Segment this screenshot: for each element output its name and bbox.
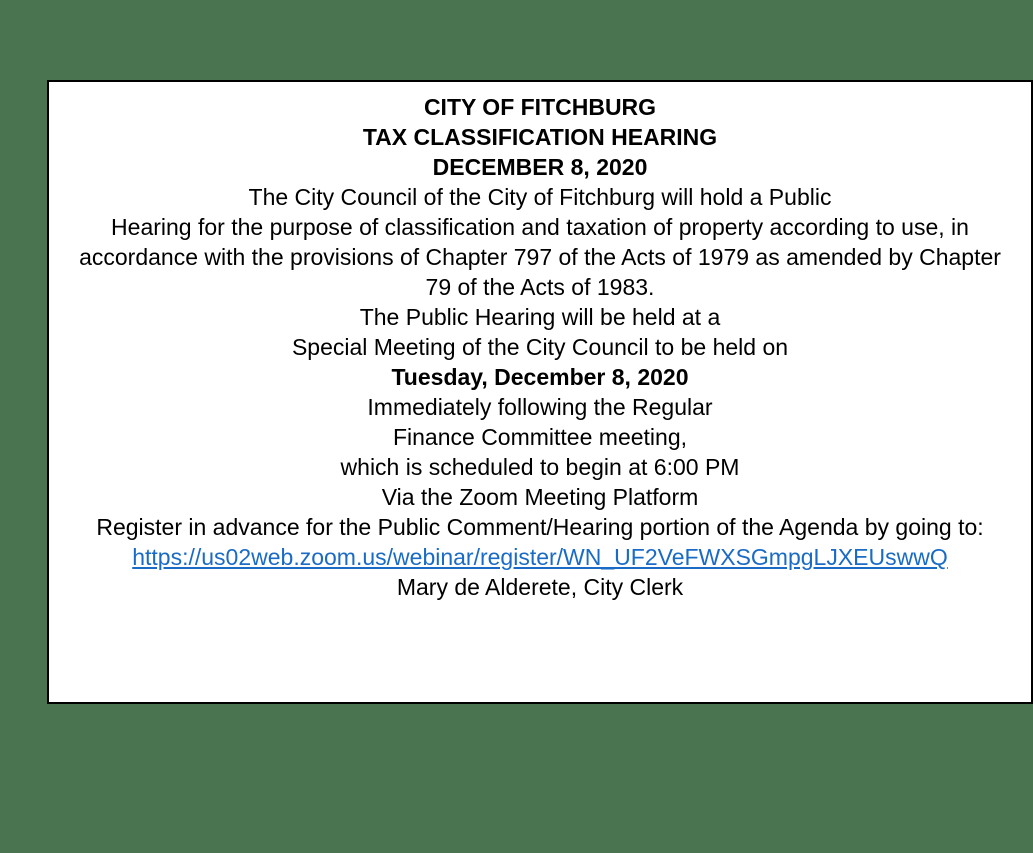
- notice-content: [49, 82, 1031, 602]
- heading-city: CITY OF FITCHBURG: [423, 94, 657, 120]
- registration-link[interactable]: https://us02web.zoom.us/webinar/register/WN_UF2VeFWXSGmpgLJXEUswwQ: [132, 544, 948, 570]
- intro-paragraph: Hearing for the purpose of classification and taxation of property according to use, in accordance with the provisions of Chapter 797 of the Acts of 1979 as amended by Chapter 79 of the Acts of 1983.: [79, 214, 1001, 300]
- register-instructions: Register in advance for the Public Comment/Hearing portion of the Agenda by going to:: [96, 514, 984, 540]
- finance-committee-text: Finance Committee meeting,: [392, 424, 687, 450]
- special-meeting-text: Special Meeting of the City Council to be held on: [291, 334, 789, 360]
- held-at-text: The Public Hearing will be held at a: [359, 304, 721, 330]
- following-text: Immediately following the Regular: [367, 394, 713, 420]
- public-notice-box: [47, 80, 1033, 704]
- intro-line: The City Council of the City of Fitchburg will hold a Public: [248, 184, 832, 210]
- meeting-date: Tuesday, December 8, 2020: [391, 364, 689, 390]
- signature: Mary de Alderete, City Clerk: [396, 574, 684, 600]
- heading-hearing-title: TAX CLASSIFICATION HEARING: [362, 124, 718, 150]
- heading-date: DECEMBER 8, 2020: [432, 154, 648, 180]
- platform-text: Via the Zoom Meeting Platform: [381, 484, 699, 510]
- scheduled-time-text: which is scheduled to begin at 6:00 PM: [340, 454, 740, 480]
